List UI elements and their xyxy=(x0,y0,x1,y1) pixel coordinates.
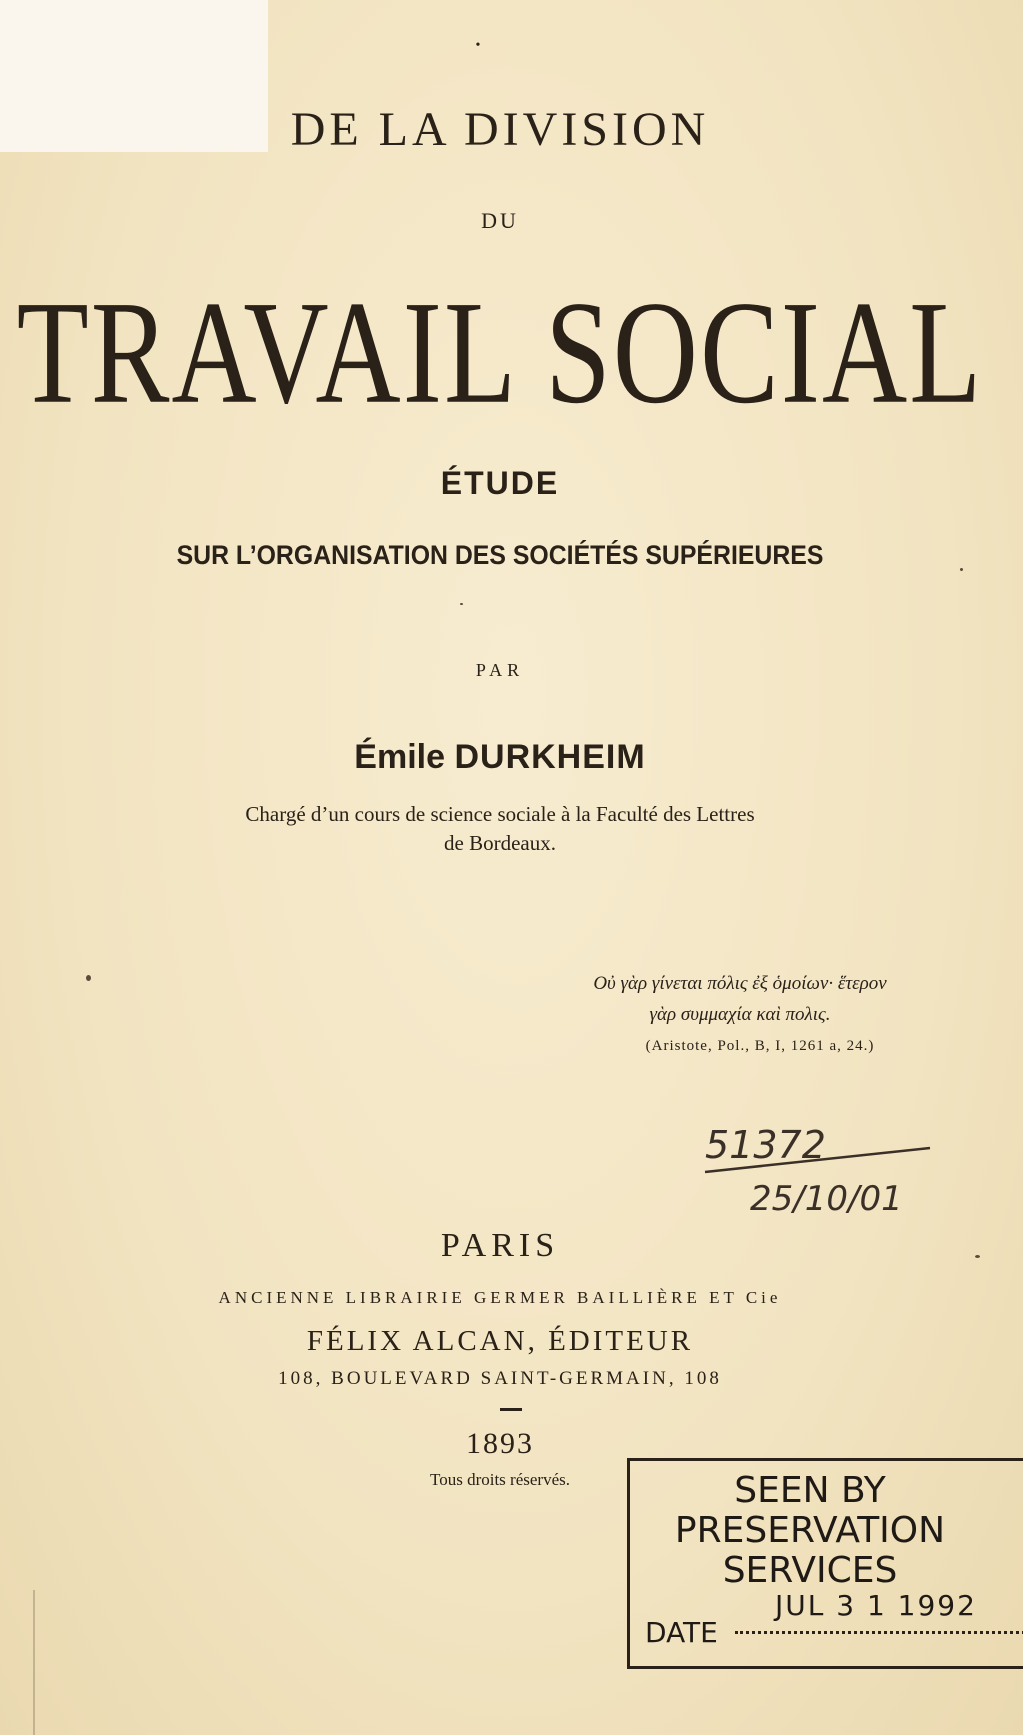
stamp-line-2: PRESERVATION xyxy=(674,1510,946,1551)
epigraph xyxy=(540,968,940,1030)
paper-speck xyxy=(975,1255,980,1258)
author-name xyxy=(0,738,1000,777)
stamp-line-1: SEEN BY xyxy=(734,1470,886,1511)
author-affiliation xyxy=(0,800,1000,858)
publication-year: 1893 xyxy=(466,1427,534,1460)
stamp-date-dotted-line xyxy=(735,1631,1023,1634)
author-last-name: DURKHEIM xyxy=(454,738,646,776)
epigraph-line-1: Οὐ γὰρ γίνεται πόλις ἐξ ὁμοίων· ἕτερον xyxy=(593,973,887,994)
paper-speck xyxy=(86,975,91,981)
handwritten-annotation xyxy=(690,1110,950,1220)
affiliation-line-1: Chargé d’un cours de science sociale à la Faculté des Lettres xyxy=(245,802,755,826)
publisher-line-2: FÉLIX ALCAN, ÉDITEUR xyxy=(306,1325,694,1357)
title-line-1: DE LA DIVISION xyxy=(290,103,710,156)
affiliation-line-2: de Bordeaux. xyxy=(444,831,556,855)
top-dot: • xyxy=(475,38,481,53)
stamp-date-label: DATE xyxy=(645,1616,718,1649)
title-line-2: DU xyxy=(481,208,519,233)
main-title: TRAVAIL SOCIAL xyxy=(16,270,984,435)
publisher-line-1: ANCIENNE LIBRAIRIE GERMER BAILLIÈRE ET Cie xyxy=(218,1288,782,1307)
stamp-date-value: JUL 3 1 1992 xyxy=(775,1589,977,1622)
paper-speck xyxy=(460,603,463,605)
divider-dash xyxy=(500,1408,522,1411)
handwritten-date: 25/10/01 xyxy=(750,1179,903,1219)
rights-notice: Tous droits réservés. xyxy=(430,1470,570,1489)
epigraph-line-2: γὰρ συμμαχία καὶ πολις. xyxy=(649,1004,831,1025)
handwritten-number: 51372 xyxy=(705,1123,826,1167)
city: PARIS xyxy=(440,1227,560,1264)
publisher-address: 108, BOULEVARD SAINT-GERMAIN, 108 xyxy=(278,1368,722,1389)
stamp-text xyxy=(630,1471,990,1591)
by-label: PAR xyxy=(475,660,525,680)
author-first-name: Émile xyxy=(354,738,446,776)
subtitle-line-2: SUR L’ORGANISATION DES SOCIÉTÉS SUPÉRIEURES xyxy=(176,540,824,570)
subtitle: ÉTUDE xyxy=(440,465,560,501)
paper-speck xyxy=(960,568,963,571)
margin-crease xyxy=(33,1590,35,1735)
epigraph-citation: (Aristote, Pol., B, I, 1261 a, 24.) xyxy=(645,1038,875,1054)
stamp-line-3: SERVICES xyxy=(722,1550,898,1591)
preservation-stamp xyxy=(627,1458,1023,1669)
